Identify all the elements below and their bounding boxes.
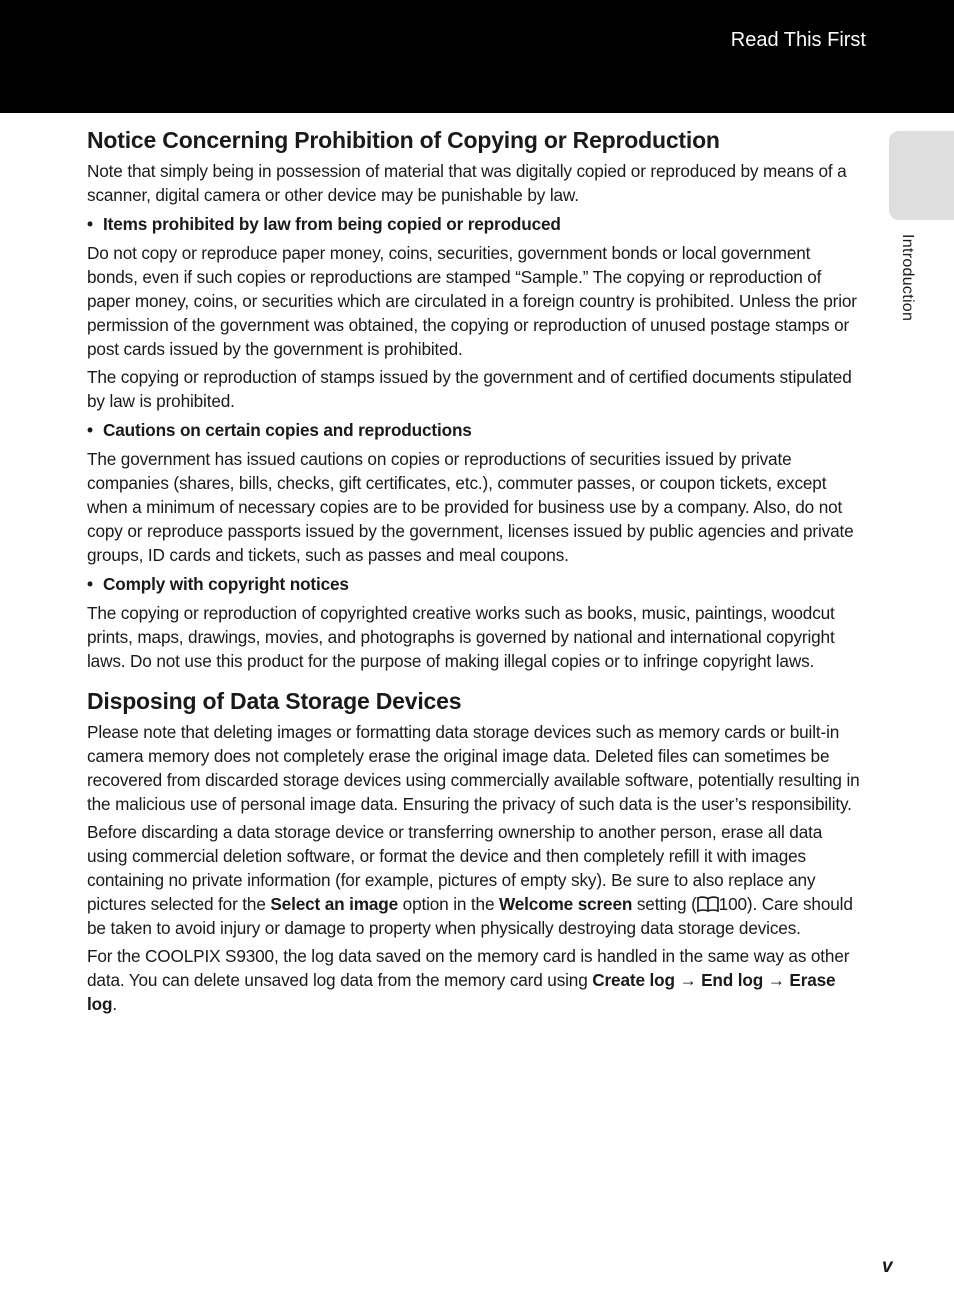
menu-option-select-image: Select an image: [270, 894, 399, 914]
bullet-dot: •: [87, 214, 93, 234]
arrow-icon: →: [763, 970, 790, 990]
section-title: Read This First: [730, 29, 866, 51]
paragraph-log-data: For the COOLPIX S9300, the log data saved on the memory card is handled in the same way as other data. You can delete unsaved log data from the memory card using Create log → End log → Erase log.: [87, 946, 850, 1014]
section-heading-disposing: Disposing of Data Storage Devices: [87, 688, 462, 714]
side-tab: [889, 131, 954, 220]
section-heading-copying: Notice Concerning Prohibition of Copying or Reproduction: [87, 127, 720, 153]
paragraph: The copying or reproduction of copyrighted creative works such as books, music, paintings, woodcut prints, maps, drawings, movies, and photographs is governed by national and international copyright laws. Do not use this product for the purpose of making illegal copies or to infringe copyright laws.: [87, 603, 835, 671]
bullet-heading-prohibited: [87, 212, 865, 236]
intro-paragraph: Note that simply being in possession of material that was digitally copied or reproduced by means of a scanner, digital camera or other device may be punishable by law.: [87, 161, 847, 205]
bullet-heading-cautions: [87, 418, 865, 442]
bullet-dot: •: [87, 574, 93, 594]
bullet-title: Items prohibited by law from being copied or reproduced: [103, 214, 561, 234]
bullet-title: Comply with copyright notices: [103, 574, 349, 594]
book-reference-icon: [697, 896, 719, 912]
paragraph: Please note that deleting images or formatting data storage devices such as memory cards or built-in camera memory does not completely erase the original image data. Deleted files can sometimes be recovered from discarded storage devices using commercially available software, potentially resulting in the malicious use of personal image data. Ensuring the privacy of such data is the user’s responsibility.: [87, 722, 860, 814]
menu-option-end-log: End log: [701, 970, 764, 990]
arrow-icon: →: [674, 970, 702, 990]
paragraph: The government has issued cautions on copies or reproductions of securities issued by private companies (shares, bills, checks, gift certificates, etc.), commuter passes, or coupon tickets, except when a minimum of necessary copies are to be provided for business use by a company. Also, do not copy or reproduce passports issued by the government, licenses issued by public agencies and private groups, ID cards and tickets, such as passes and meal coupons.: [87, 449, 854, 565]
header-bar: [0, 0, 954, 113]
paragraph: Do not copy or reproduce paper money, coins, securities, government bonds or local government bonds, even if such copies or reproductions are stamped “Sample.” The copying or reproduction of paper money, coins, or securities which are circulated in a foreign country is prohibited. Unless the prior permission of the government was obtained, the copying or reproduction of unused postage stamps or post cards issued by the government is prohibited.: [87, 243, 857, 359]
menu-option-erase-log: Erase log: [87, 970, 836, 1014]
side-tab-label: Introduction: [899, 234, 916, 322]
page-number: v: [882, 1256, 893, 1277]
bullet-dot: •: [87, 420, 93, 440]
paragraph-discarding: Before discarding a data storage device or transferring ownership to another person, erase all data using commercial deletion software, or format the device and then completely refill it with images containing no private information (for example, pictures of empty sky). Be sure to also replace any pictures selected for the Select an image option in the Welcome screen setting ( 100). Care should be taken to avoid injury or damage to property when physically destroying data storage devices.: [87, 822, 853, 938]
page-reference: 100: [718, 894, 747, 914]
bullet-heading-copyright: [87, 572, 865, 596]
bullet-title: Cautions on certain copies and reproductions: [103, 420, 472, 440]
paragraph: The copying or reproduction of stamps issued by the government and of certified documents stipulated by law is prohibited.: [87, 367, 852, 411]
menu-option-create-log: Create log: [592, 970, 675, 990]
menu-option-welcome-screen: Welcome screen: [498, 894, 633, 914]
page-content: [87, 124, 865, 1020]
